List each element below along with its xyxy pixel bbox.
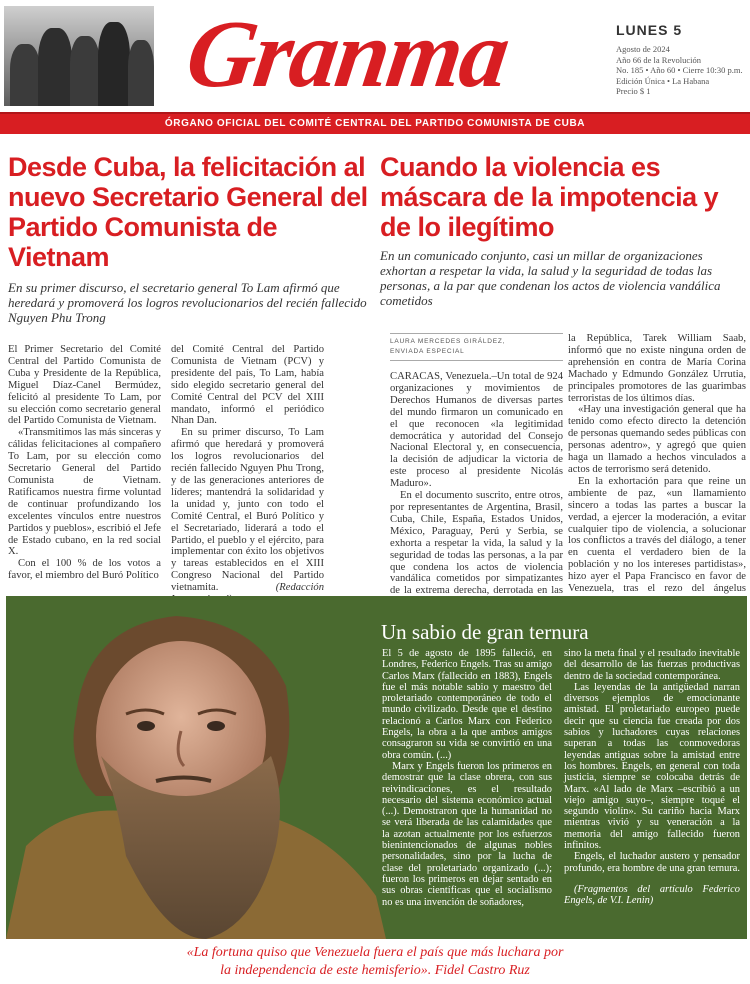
historic-photo <box>4 6 154 106</box>
edition-line: No. 185 • Año 60 • Cierre 10:30 p.m. <box>616 65 743 75</box>
paragraph: «Transmitimos las más sinceras y cálidas felicitaciones al compañero To Lam, por su elección como Secretario General del Partido Comunista de Vietnam. Ratificamos nuestra firme voluntad de continuar profundizando los excelentes vínculos entre nuestros Partidos y pueblos», escribió el Jefe de Estado cubano, en la red social X. <box>8 427 161 558</box>
paragraph: En el documento suscrito, entre otros, por representantes de Argentina, Brasil, Cuba, Chile, España, Estados Unidos, México, Paraguay, Perú y Serbia, se exhorta a respetar la vida, la salud y la seguridad de todas las personas, a la par que condena los actos de violencia vandálica cometidos por simpatizantes de la extrema derecha, derrotada en las <box>390 490 563 597</box>
left-headline[interactable]: Desde Cuba, la felicitación al nuevo Secretario General del Partido Comunista de Vietnam <box>8 152 368 272</box>
edition-line: Precio $ 1 <box>616 86 651 96</box>
left-deck: En su primer discurso, el secretario general To Lam afirmó que heredará y promoverá los logros revolucionarios del recién fallecido Nguyen Phu Trong <box>8 280 367 325</box>
paragraph: El 5 de agosto de 1895 falleció, en Londres, Federico Engels. Tras su amigo Carlos Marx (fallecido en 1883), Engels fue el más notable sabio y maestro del proletariado contemporáneo de todo el mundo civilizado. Desde que el destino relacionó a Carlos Marx con Federico Engels, la obra a la que ambos amigos consagraron su vida se convirtió en una obra común. (...) <box>382 648 552 761</box>
byline <box>390 333 563 361</box>
paragraph: sino la meta final y el resultado inevitable del desarrollo de las fuerzas productivas dentro de la sociedad contemporánea. <box>564 648 740 682</box>
right-headline[interactable]: Cuando la violencia es máscara de la impotencia y de lo ilegítimo <box>380 152 719 242</box>
paragraph: Las leyendas de la antigüedad narran diversos ejemplos de emocionante amistad. El proletariado europeo puede decir que su ciencia fue creada por dos sabios y luchadores cuyas relaciones superan a todas las conmovedoras leyendas antiguas sobre la amistad entre los hombres. Engels, en general con toda justicia, siempre se colocaba detrás de Marx. «Al lado de Marx –escribió a un viejo amigo suyo–, siempre toqué el segundo violín». Su cariño hacia Marx mientras vivió y su veneración a la memoria del amigo fallecido fueron infinitos. <box>564 681 740 852</box>
right-article-head <box>380 152 746 308</box>
organ-bar <box>0 112 750 134</box>
left-col-1 <box>8 344 161 582</box>
right-col-2 <box>568 333 746 607</box>
left-col-2 <box>171 344 324 606</box>
paragraph: Marx y Engels fueron los primeros en demostrar que la clase obrera, con sus reivindicaciones, es el resultado necesario del sistema económico actual (...). Demostraron que la humanidad no se verá liberada de las calamidades que la azotan actualmente por los esfuerzos bienintencionados de algunas nobles personalidades, sino por la lucha de clase del proletariado organizado (...); fueron los primeros en dejar sentado en sus obras científicas que el socialismo no es una invención de soñadores, <box>382 760 552 908</box>
organ-text: ÓRGANO OFICIAL DEL COMITÉ CENTRAL DEL PARTIDO COMUNISTA DE CUBA <box>164 118 586 129</box>
edition-line: Agosto de 2024 <box>616 44 670 54</box>
paragraph: CARACAS, Venezuela.–Un total de 924 organizaciones y movimientos de Derechos Humanos de diversas partes del mundo firmaron un comunicado en el que reconocen «la legitimidad democrática y autoridad del Consejo Nacional Electoral y, en consecuencia, la decisión de adjudicar la victoria de este proceso al presidente Nicolás Maduro». <box>390 371 563 490</box>
engels-portrait <box>6 596 386 939</box>
paragraph <box>171 427 324 606</box>
byline-role: ENVIADA ESPECIAL <box>390 348 465 355</box>
newspaper-logo[interactable]: Granma <box>180 0 515 107</box>
article-credit: (Redacción <box>275 582 324 594</box>
right-col-1 <box>390 333 563 621</box>
right-deck: En un comunicado conjunto, casi un millar de organizaciones exhortan a respetar la vida, la salud y la seguridad de todas las personas, a la par que condenan los actos de violencia vandálica cometidos <box>380 248 721 308</box>
quote-line-1: «La fortuna quiso que Venezuela fuera el país que más luchara por <box>186 945 564 960</box>
edition-info <box>616 22 746 97</box>
quote-line-2: la independencia de este hemisferio». Fidel Castro Ruz <box>220 963 530 978</box>
paragraph: «Hay una investigación general que ha tenido como efecto directo la detención de personas quemando sedes públicas con personas adentro», y agregó que quien haga un llamado a hechos vinculados a actos de terrorismo será detenido. <box>568 404 746 475</box>
left-article-head <box>8 152 370 325</box>
paragraph: Engels, el luchador austero y pensador profundo, era hombre de una gran ternura. <box>564 851 740 874</box>
feature-col-1 <box>382 648 552 908</box>
edition-day: LUNES 5 <box>616 22 683 38</box>
byline-name: LAURA MERCEDES GIRÁLDEZ, <box>390 338 506 345</box>
paragraph: la República, Tarek William Saab, informó que no existe ninguna orden de aprehensión en contra de María Corina Machado y Edmundo González Urrutia, principales promotores de las guarimbas terroristas de los últimos días. <box>568 333 746 404</box>
edition-line: Edición Única • La Habana <box>616 75 710 86</box>
edition-line: Año 66 de la Revolución <box>616 54 701 65</box>
masthead <box>0 0 750 112</box>
paragraph: En la exhortación para que reine un ambiente de paz, «un llamamiento sincero a todas las partes a buscar la verdad, a ejercer la moderación, a evitar cualquier tipo de violencia, a solucionar los conflictos a través del diálogo, a tener en cuenta el verdadero bien de la población y no los intereses partidistas», hizo ayer el Papa Francisco en favor de Venezuela, tras el rezo del ángelus <box>568 475 746 595</box>
feature-col-2 <box>564 648 740 907</box>
paragraph: del Comité Central del Partido Comunista de Vietnam (PCV) y presidente del país, To Lam, había sido elegido secretario general del Comité Central del PCV del XIII mandato, informó el periódico Nhan Dan. <box>171 344 324 427</box>
paragraph: El Primer Secretario del Comité Central del Partido Comunista de Cuba y Presidente de la República, Miguel Díaz-Canel Bermúdez, felicitó al presidente To Lam, por su elección como secretario general del Partido Comunista de Vietnam. <box>8 344 161 427</box>
paragraph-text: En su primer discurso, To Lam afirmó que heredará y promoverá los logros revolucionarios del recién fallecido Nguyen Phu Trong, y de las generaciones anteriores de líderes; mantendrá la solidaridad y la unidad y, junto con todo el Comité Central, el Buró Político y el Secretariado, liderará a todo el Partido, el pueblo y el ejército, para implementar con éxito los objetivos y tareas establecidos en el XIII Congreso Nacional del Partido vietnamita. <box>171 427 324 594</box>
feature-title[interactable]: Un sabio de gran ternura <box>381 620 589 644</box>
paragraph: Con el 100 % de los votos a favor, el miembro del Buró Político <box>8 558 161 582</box>
fidel-quote <box>0 944 750 980</box>
feature-credit: (Fragmentos del artículo Federico Engels, de V.I. Lenin) <box>564 883 740 907</box>
